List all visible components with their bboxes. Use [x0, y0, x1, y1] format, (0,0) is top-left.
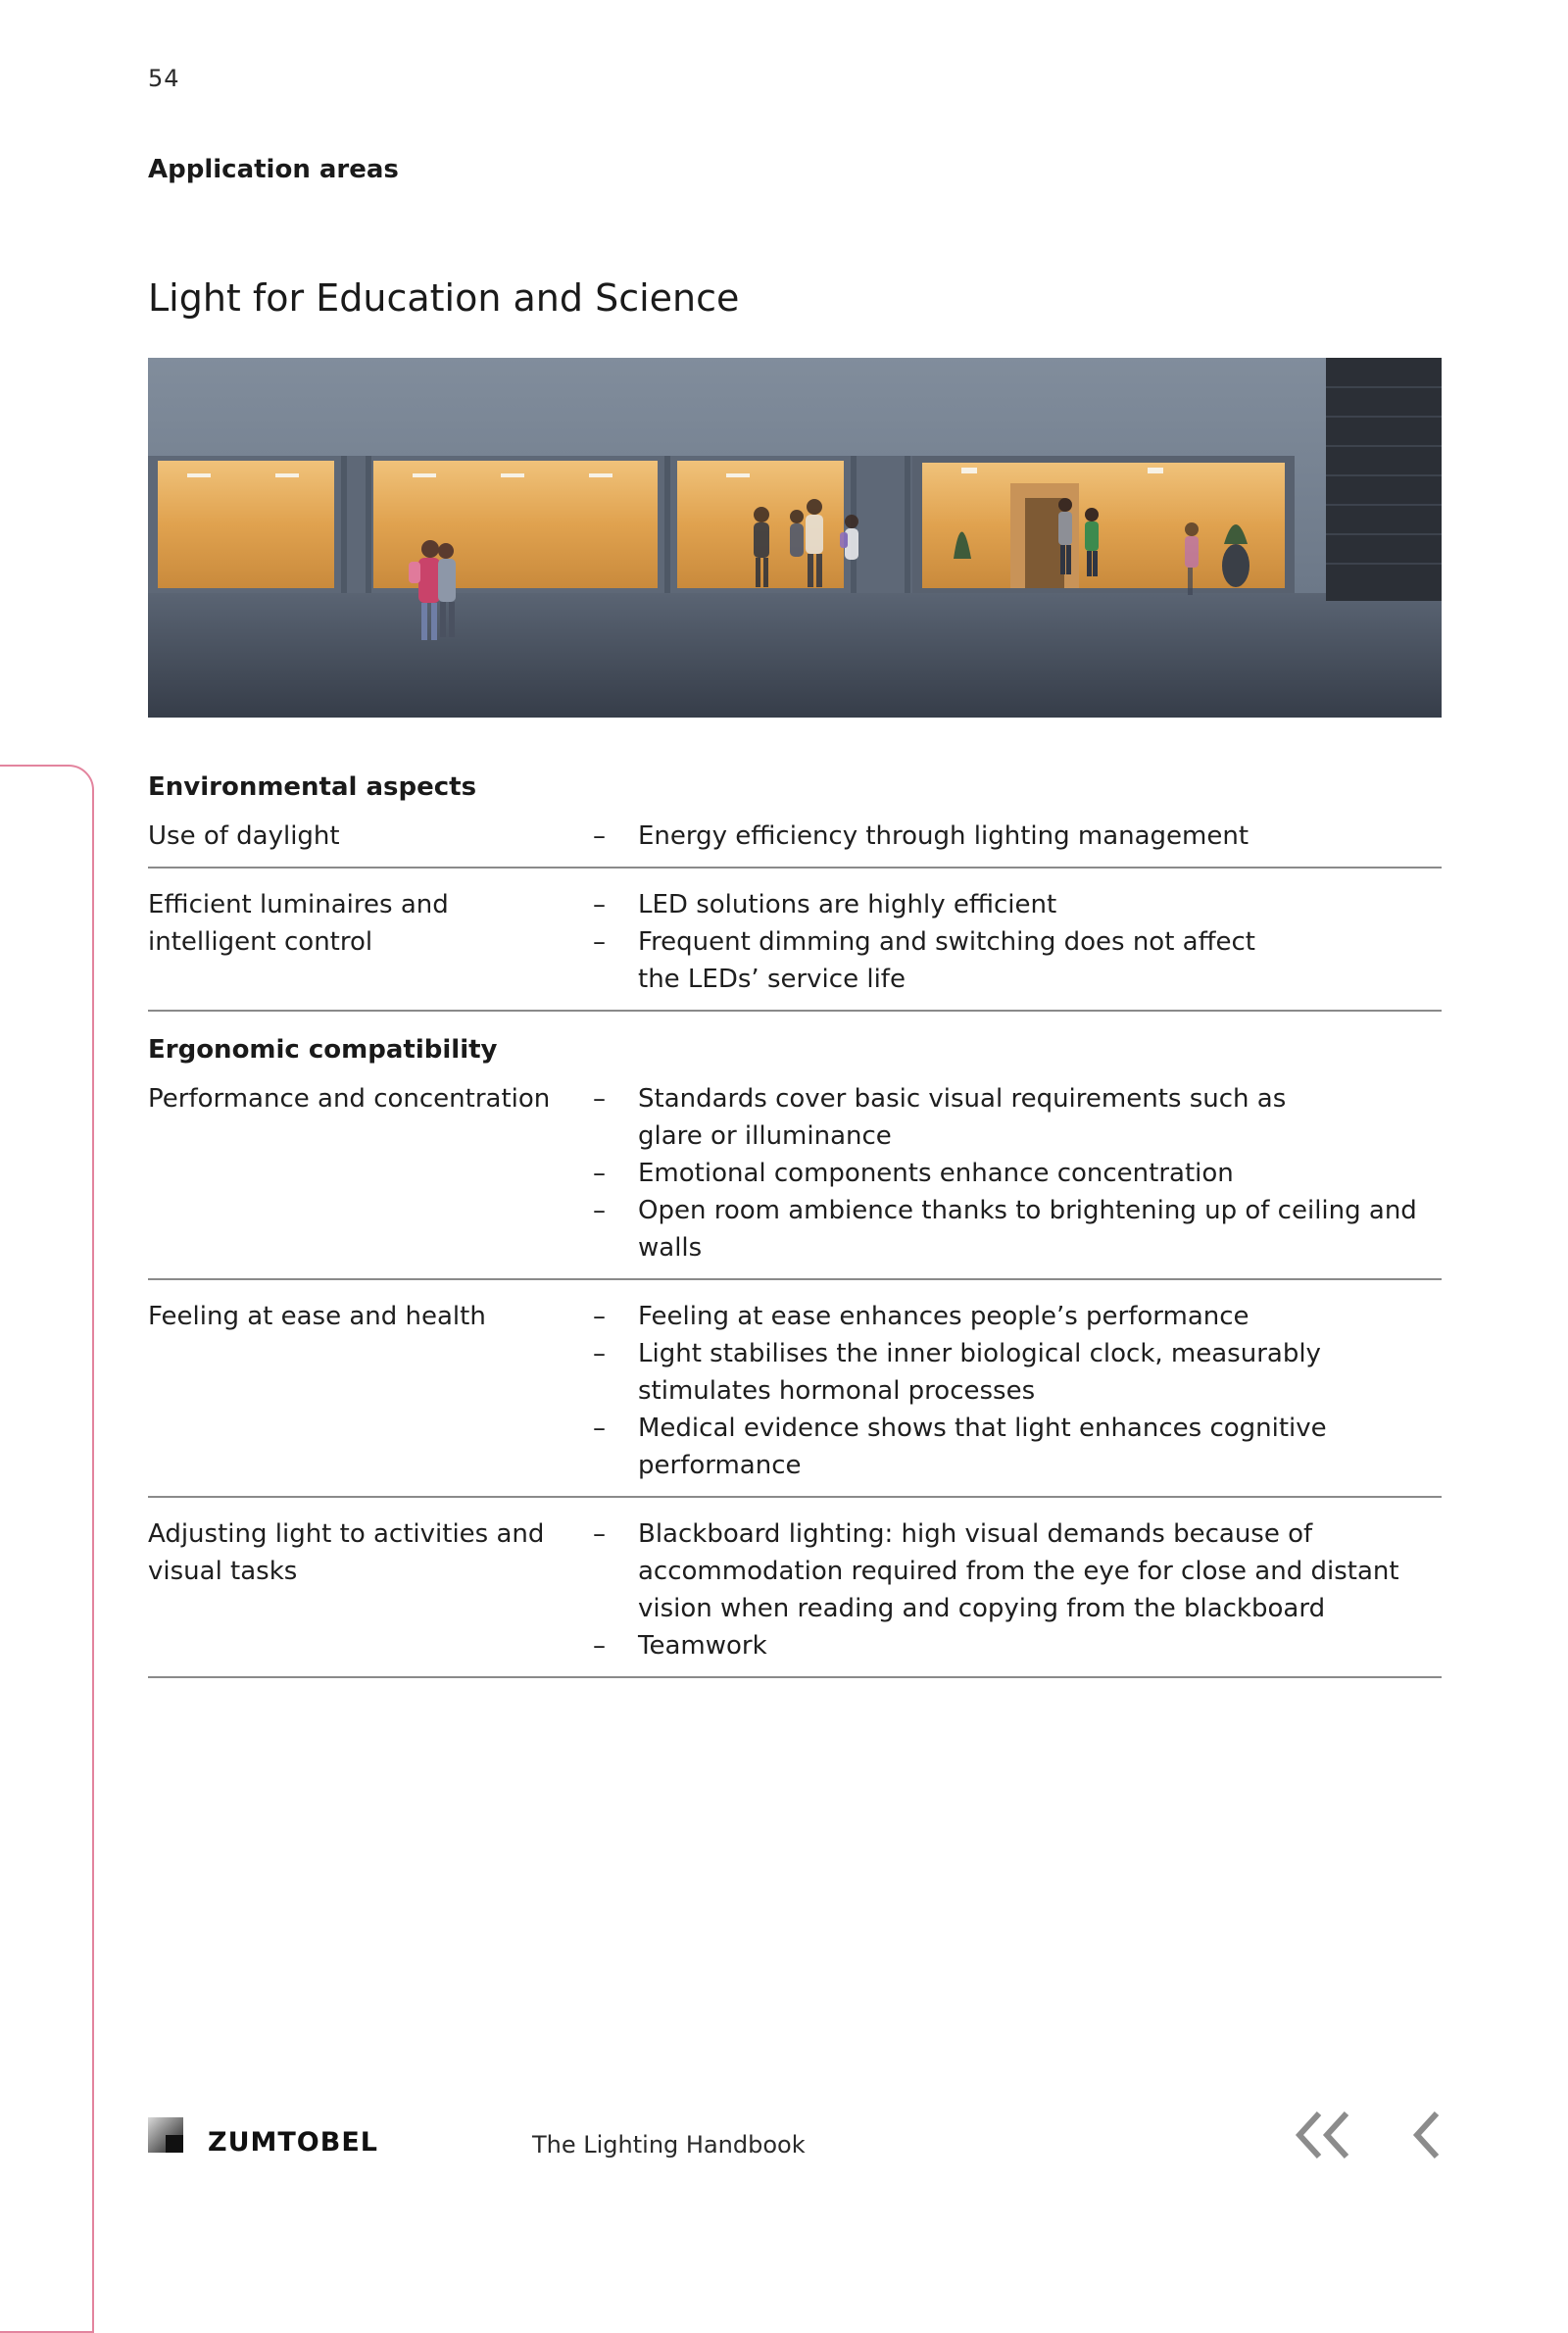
list-item [593, 923, 1442, 998]
page-tab-outline [0, 765, 94, 2333]
list-item [593, 1410, 1442, 1484]
school-entrance-photo [148, 358, 1442, 718]
table-row [148, 818, 1442, 869]
row-label: Use of daylight [148, 821, 340, 851]
brand-name: ZUMTOBEL [208, 2127, 378, 2158]
list-item [593, 1155, 1442, 1192]
row-items [593, 1080, 1442, 1266]
footer-title: The Lighting Handbook [532, 2131, 806, 2159]
group-environmental-aspects [148, 770, 1442, 1012]
chevron-left-icon[interactable] [1407, 2108, 1446, 2162]
dash-marker: – [593, 1196, 606, 1225]
list-item [593, 1298, 1442, 1335]
dash-marker: – [593, 1302, 606, 1331]
list-item-text: Teamwork [638, 1631, 767, 1661]
table-row [148, 1298, 1442, 1498]
dash-marker: – [593, 1159, 606, 1188]
double-chevron-left-icon[interactable] [1292, 2108, 1354, 2162]
row-label: Performance and concentration [148, 1084, 551, 1114]
row-items [593, 818, 1442, 855]
list-item-text: Energy efficiency through lighting management [638, 821, 1250, 851]
group-heading: Ergonomic compatibility [148, 1035, 498, 1065]
list-item-text: Standards cover basic visual requirements such as glare or illuminance [638, 1084, 1287, 1151]
list-item-text: Blackboard lighting: high visual demands because of accommodation required from the eye for close and distant vision when reading and copying from the blackboard [638, 1519, 1399, 1623]
list-item [593, 886, 1442, 923]
table-row [148, 886, 1442, 1012]
list-item-text: Light stabilises the inner biological clock, measurably stimulates hormonal processes [638, 1339, 1321, 1406]
group-ergonomic-compatibility [148, 1033, 1442, 1678]
dash-marker: – [593, 927, 606, 957]
row-label: Adjusting light to activities and visual tasks [148, 1519, 545, 1586]
list-item [593, 1515, 1442, 1627]
page-footer [0, 2108, 1568, 2186]
table-row [148, 1515, 1442, 1678]
table-row [148, 1080, 1442, 1280]
dash-marker: – [593, 1084, 606, 1114]
row-items [593, 886, 1442, 998]
list-item-text: LED solutions are highly efficient [638, 890, 1057, 919]
section-label: Application areas [148, 155, 399, 184]
list-item-text: Feeling at ease enhances people’s performance [638, 1302, 1250, 1331]
dash-marker: – [593, 1339, 606, 1368]
dash-marker: – [593, 1519, 606, 1549]
list-item [593, 1080, 1442, 1155]
aspects-table [148, 770, 1442, 1696]
group-heading: Environmental aspects [148, 772, 477, 802]
list-item [593, 1335, 1442, 1410]
zumtobel-logo-icon [148, 2117, 183, 2153]
row-label: Efficient luminaires and intelligent control [148, 890, 449, 957]
list-item [593, 1192, 1442, 1266]
dash-marker: – [593, 821, 606, 851]
page-number: 54 [148, 65, 180, 92]
list-item-text: Medical evidence shows that light enhances cognitive performance [638, 1414, 1327, 1480]
list-item-text: Frequent dimming and switching does not affect the LEDs’ service life [638, 927, 1255, 994]
row-items [593, 1515, 1442, 1664]
list-item-text: Open room ambience thanks to brightening up of ceiling and walls [638, 1196, 1417, 1263]
dash-marker: – [593, 890, 606, 919]
list-item [593, 1627, 1442, 1664]
list-item [593, 818, 1442, 855]
row-items [593, 1298, 1442, 1484]
row-label: Feeling at ease and health [148, 1302, 486, 1331]
dash-marker: – [593, 1414, 606, 1443]
list-item-text: Emotional components enhance concentration [638, 1159, 1234, 1188]
page-title: Light for Education and Science [148, 276, 740, 320]
dash-marker: – [593, 1631, 606, 1661]
